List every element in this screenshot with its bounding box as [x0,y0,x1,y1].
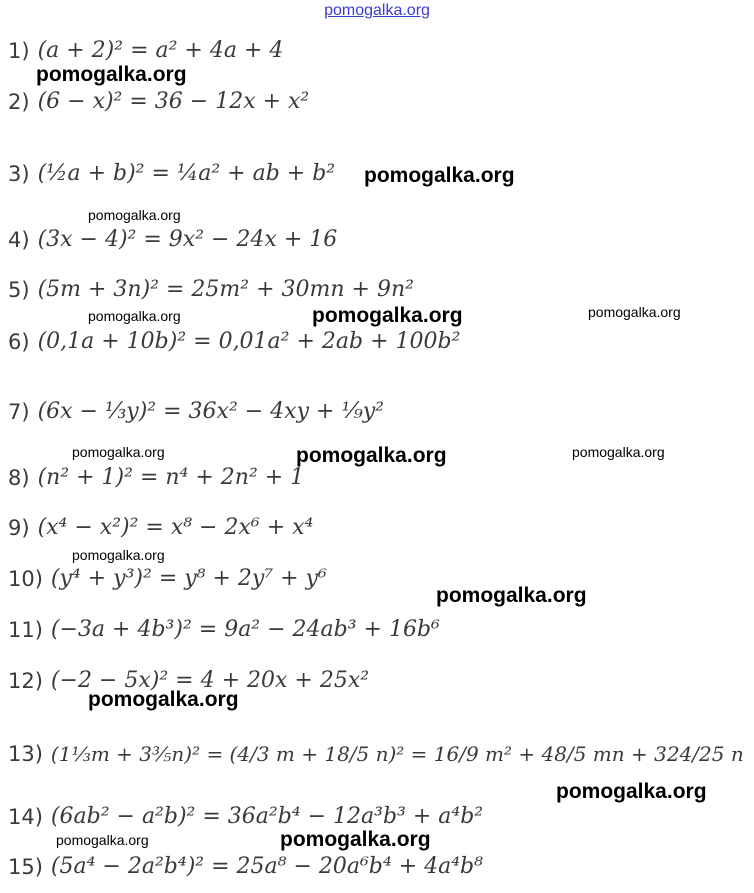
equation-expression: (0,1a + 10b)² = 0,01a² + 2ab + 100b² [37,329,461,354]
equation-7 [8,398,384,426]
equation-number: 15) [8,855,43,879]
equation-number: 10) [8,567,43,591]
watermark: pomogalka.org [88,688,239,711]
equation-9 [8,514,313,542]
site-link[interactable]: pomogalka.org [324,2,430,19]
equation-expression: (6x − ⅓y)² = 36x² − 4xy + ¹⁄₉y² [37,399,384,424]
equation-number: 3) [8,162,30,186]
watermark: pomogalka.org [364,164,515,187]
equation-expression: (½a + b)² = ¼a² + ab + b² [37,161,336,186]
watermark: pomogalka.org [72,444,165,460]
equation-expression: (3x − 4)² = 9x² − 24x + 16 [37,227,338,252]
equation-8 [8,464,304,492]
equation-5 [8,276,414,304]
equation-expression: (5m + 3n)² = 25m² + 30mn + 9n² [37,277,414,302]
equation-1 [8,37,283,65]
equation-number: 9) [8,516,30,540]
equation-2 [8,88,309,116]
watermark: pomogalka.org [56,832,149,848]
equation-expression: (1⅓m + 3⅗n)² = (4/3 m + 18/5 n)² = 16/9 m² + 48/5 mn + 324/25 n [50,742,744,766]
watermark: pomogalka.org [572,444,665,460]
equation-15 [8,853,483,881]
equation-number: 14) [8,805,43,829]
equation-14 [8,803,483,831]
equation-number: 1) [8,39,30,63]
equation-expression: (−2 − 5x)² = 4 + 20x + 25x² [50,668,370,693]
equation-number: 13) [8,742,43,766]
watermark: pomogalka.org [72,547,165,563]
equation-expression: (x⁴ − x²)² = x⁸ − 2x⁶ + x⁴ [37,515,314,540]
watermark: pomogalka.org [588,304,681,320]
equation-number: 4) [8,228,30,252]
equation-number: 5) [8,278,30,302]
watermark: pomogalka.org [88,308,181,324]
equation-3 [8,160,335,188]
equation-6 [8,328,460,356]
watermark: pomogalka.org [312,304,463,327]
equation-expression: (−3a + 4b³)² = 9a² − 24ab³ + 16b⁶ [50,617,440,642]
watermark: pomogalka.org [88,207,181,223]
watermark: pomogalka.org [296,444,447,467]
equation-expression: (y⁴ + y³)² = y⁸ + 2y⁷ + y⁶ [50,566,327,591]
equation-expression: (6ab² − a²b)² = 36a²b⁴ − 12a³b³ + a⁴b² [50,804,484,829]
equation-expression: (6 − x)² = 36 − 12x + x² [37,89,310,114]
equation-number: 11) [8,618,43,642]
watermark: pomogalka.org [280,828,431,851]
equation-expression: (a + 2)² = a² + 4a + 4 [37,38,284,63]
equation-number: 12) [8,669,43,693]
equation-13 [8,740,744,768]
equation-expression: (n² + 1)² = n⁴ + 2n² + 1 [37,465,305,490]
equation-number: 8) [8,466,30,490]
equation-10 [8,565,327,593]
equation-4 [8,226,337,254]
equation-11 [8,616,440,644]
equation-number: 6) [8,330,30,354]
equation-expression: (5a⁴ − 2a²b⁴)² = 25a⁸ − 20a⁶b⁴ + 4a⁴b⁸ [50,854,483,879]
watermark: pomogalka.org [36,63,187,86]
watermark: pomogalka.org [556,780,707,803]
equation-number: 2) [8,90,30,114]
watermark: pomogalka.org [436,584,587,607]
equation-number: 7) [8,400,30,424]
